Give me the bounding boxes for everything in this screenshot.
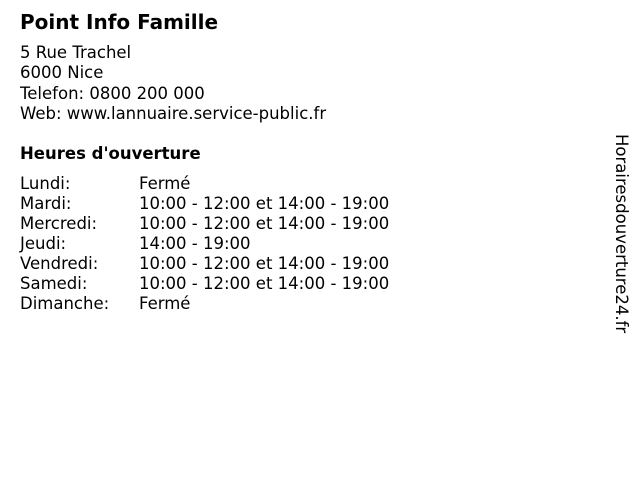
day-label: Mardi: [20, 194, 72, 213]
opening-hours-heading: Heures d'ouverture [20, 144, 201, 163]
day-hours: Fermé [139, 294, 191, 313]
address-street: 5 Rue Trachel [20, 43, 132, 62]
phone-number: Telefon: 0800 200 000 [20, 83, 205, 103]
business-name: Point Info Famille [20, 10, 219, 34]
day-label: Vendredi: [20, 254, 99, 273]
day-label: Samedi: [20, 274, 88, 293]
day-hours: 10:00 - 12:00 et 14:00 - 19:00 [139, 194, 390, 213]
day-label: Dimanche: [20, 294, 110, 313]
day-label: Jeudi: [20, 234, 67, 253]
website: Web: www.lannuaire.service-public.fr [20, 103, 327, 123]
day-hours: Fermé [139, 174, 191, 193]
contact-block [20, 43, 326, 124]
day-label: Mercredi: [20, 214, 98, 233]
day-hours: 10:00 - 12:00 et 14:00 - 19:00 [139, 214, 390, 233]
day-hours: 10:00 - 12:00 et 14:00 - 19:00 [139, 274, 390, 293]
day-label: Lundi: [20, 174, 71, 193]
day-hours: 14:00 - 19:00 [139, 234, 251, 253]
day-hours: 10:00 - 12:00 et 14:00 - 19:00 [139, 254, 390, 273]
address-city: 6000 Nice [20, 63, 104, 83]
site-watermark: Horairesdouverture24.fr [612, 134, 631, 334]
